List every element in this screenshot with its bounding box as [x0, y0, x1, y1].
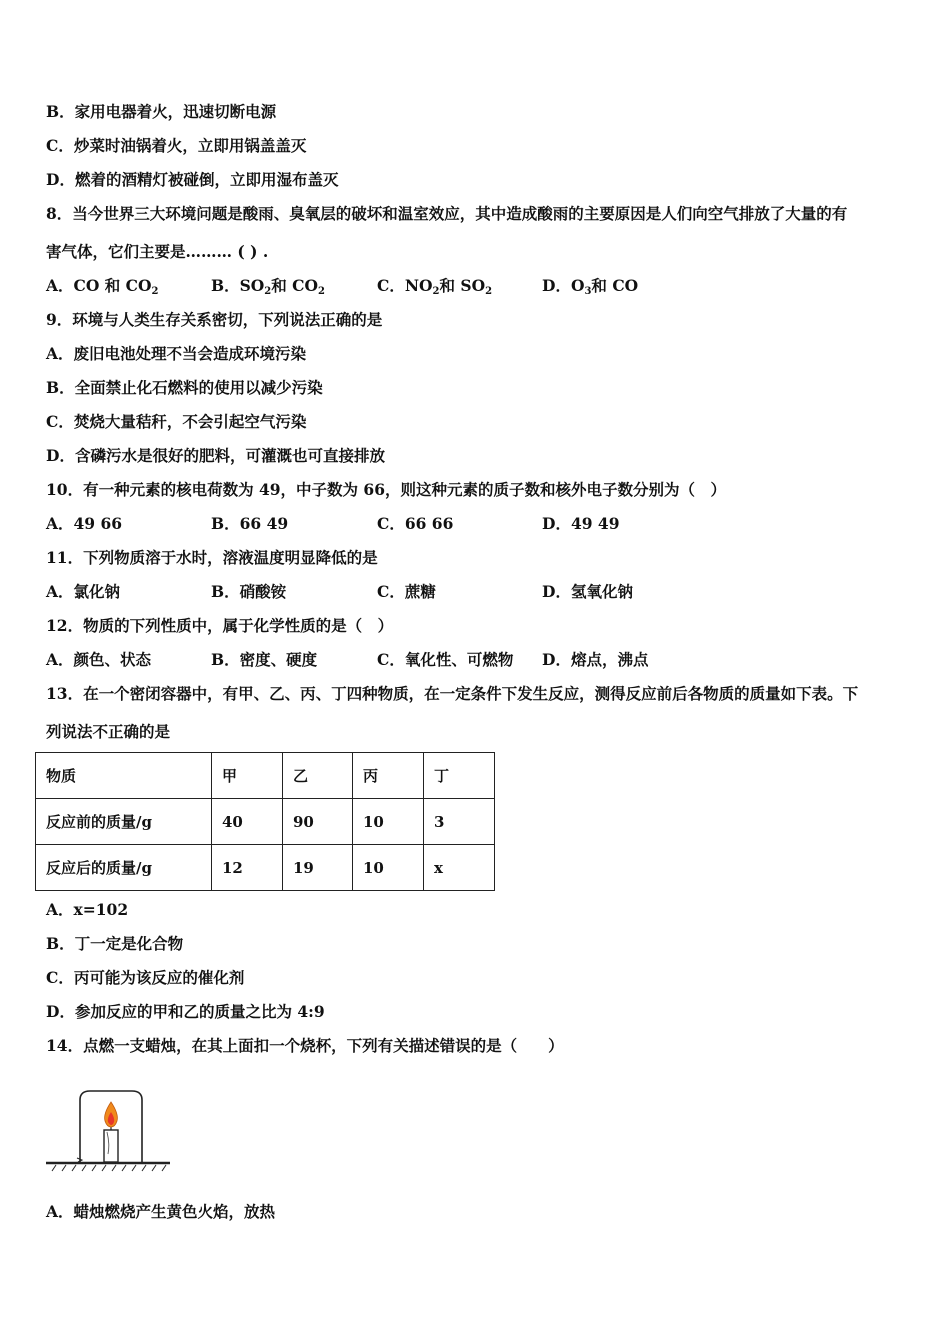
q12-option-c: C．氧化性、可燃物 [377, 650, 514, 669]
table-cell: 甲 [212, 753, 283, 799]
q9-option-a: A．废旧电池处理不当会造成环境污染 [46, 344, 307, 363]
q12-option-a: A．颜色、状态 [46, 650, 152, 669]
table-cell: 反应前的质量/g [36, 799, 212, 845]
q11-stem: 11．下列物质溶于水时，溶液温度明显降低的是 [46, 548, 378, 567]
q12-option-d: D．熔点，沸点 [542, 650, 649, 669]
q10-stem: 10．有一种元素的核电荷数为 49，中子数为 66，则这种元素的质子数和核外电子数分别为（ ） [46, 480, 727, 499]
q8-stem-line1: 8．当今世界三大环境问题是酸雨、臭氧层的破坏和温室效应，其中造成酸雨的主要原因是人们向空气排放了大量的有 [46, 204, 848, 223]
table-cell: 丙 [353, 753, 424, 799]
table-cell: 反应后的质量/g [36, 845, 212, 891]
table-cell: 12 [212, 845, 283, 891]
q13-option-a: A．x=102 [46, 900, 129, 919]
mass-table [35, 752, 495, 891]
q13-option-d: D．参加反应的甲和乙的质量之比为 4:9 [46, 1002, 325, 1021]
table-row [36, 845, 495, 891]
table-cell: 3 [424, 799, 495, 845]
table-cell: x [424, 845, 495, 891]
q10-option-b: B．66 49 [211, 514, 289, 533]
q12-option-b: B．密度、硬度 [211, 650, 318, 669]
q10-option-d: D．49 49 [542, 514, 620, 533]
table-header-row [36, 753, 495, 799]
q11-option-c: C．蔗糖 [377, 582, 436, 601]
q8-stem-line2: 害气体，它们主要是……… ( ) . [46, 242, 269, 261]
q10-option-a: A．49 66 [46, 514, 123, 533]
q13-stem-line2: 列说法不正确的是 [46, 722, 171, 741]
table-cell: 10 [353, 845, 424, 891]
q8-option-c: C．$NO_2$和 $SO_2$ [377, 276, 493, 297]
q12-stem: 12．物质的下列性质中，属于化学性质的是（ ） [46, 616, 394, 635]
q9-option-d: D．含磷污水是很好的肥料，可灌溉也可直接排放 [46, 446, 385, 465]
table-cell: 乙 [283, 753, 353, 799]
q11-option-a: A．氯化钠 [46, 582, 121, 601]
q14-stem: 14．点燃一支蜡烛，在其上面扣一个烧杯，下列有关描述错误的是（ ） [46, 1036, 564, 1055]
table-cell: 90 [283, 799, 353, 845]
q9-option-b: B．全面禁止化石燃料的使用以减少污染 [46, 378, 323, 397]
q13-stem-line1: 13．在一个密闭容器中，有甲、乙、丙、丁四种物质，在一定条件下发生反应，测得反应前后各物质的质量如下表。下 [46, 684, 859, 703]
q8-option-d: D．$O_3$和 CO [542, 276, 639, 297]
q14-option-a: A．蜡烛燃烧产生黄色火焰，放热 [46, 1202, 276, 1221]
prev-option-d: D．燃着的酒精灯被碰倒，立即用湿布盖灭 [46, 170, 339, 189]
candle-beaker-figure [44, 1088, 174, 1178]
q13-option-c: C．丙可能为该反应的催化剂 [46, 968, 245, 987]
q10-option-c: C．66 66 [377, 514, 454, 533]
prev-option-c: C．炒菜时油锅着火，立即用锅盖盖灭 [46, 136, 307, 155]
table-cell: 10 [353, 799, 424, 845]
q11-option-d: D．氢氧化钠 [542, 582, 633, 601]
table-cell: 丁 [424, 753, 495, 799]
prev-option-b: B．家用电器着火，迅速切断电源 [46, 102, 277, 121]
q13-option-b: B．丁一定是化合物 [46, 934, 184, 953]
table-cell: 40 [212, 799, 283, 845]
table-row [36, 799, 495, 845]
q11-option-b: B．硝酸铵 [211, 582, 287, 601]
q8-option-b: B．$SO_2$和 $CO_2$ [211, 276, 325, 297]
table-cell: 物质 [36, 753, 212, 799]
q9-stem: 9．环境与人类生存关系密切，下列说法正确的是 [46, 310, 383, 329]
table-cell: 19 [283, 845, 353, 891]
candle-icon [104, 1130, 118, 1162]
q8-option-a: A．CO 和 $CO_2$ [46, 276, 159, 297]
q9-option-c: C．焚烧大量秸秆，不会引起空气污染 [46, 412, 307, 431]
